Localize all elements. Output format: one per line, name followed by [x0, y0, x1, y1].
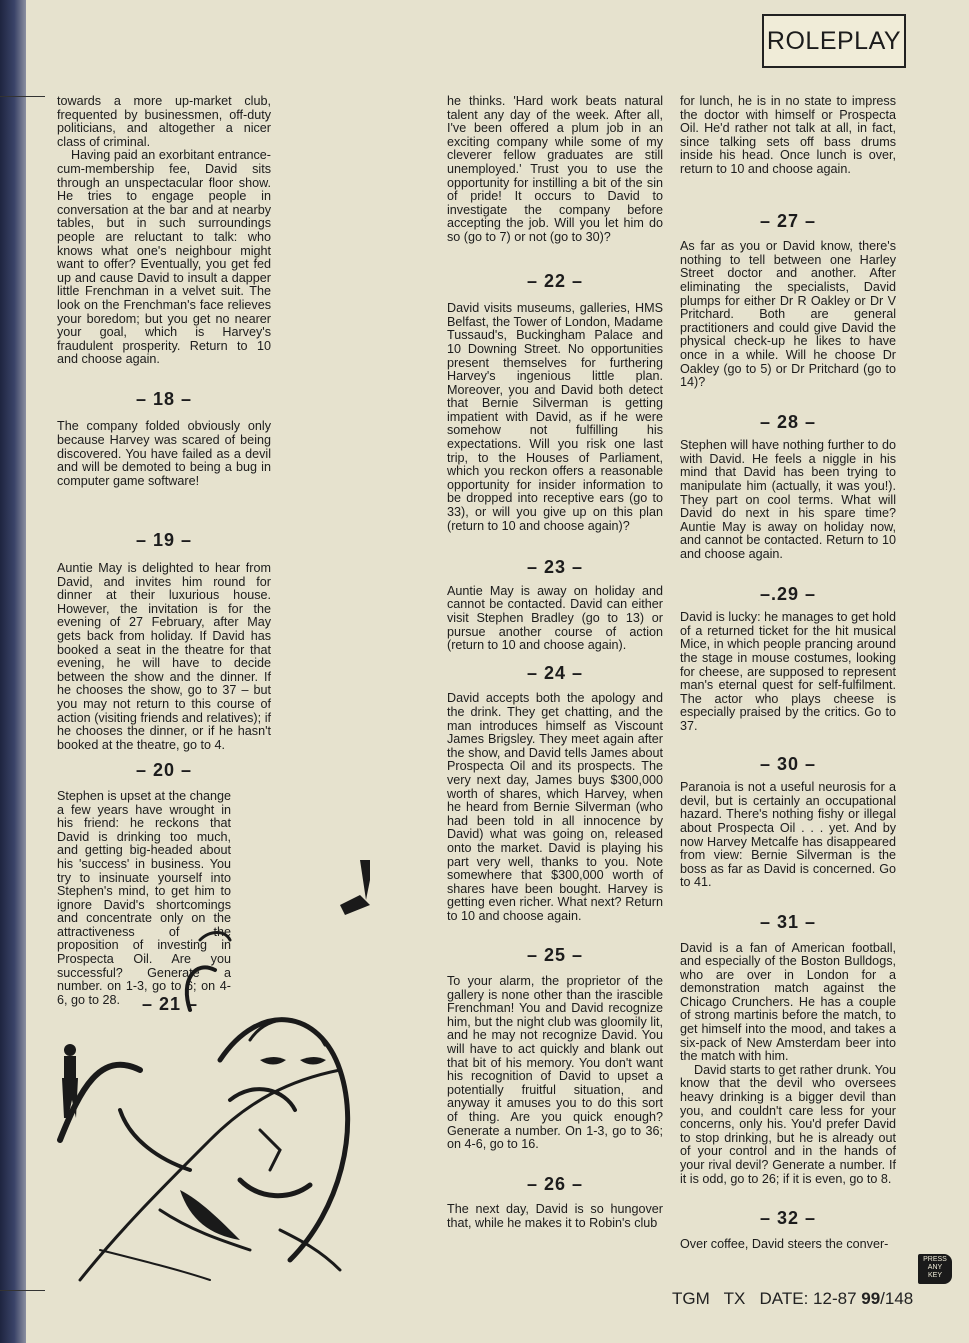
- section-18-text: The company folded obviously only because Harvey was scared of being discovered. You have failed as a devil and will be demoted to being a bug in computer game software!: [57, 419, 271, 488]
- magazine-spine: [0, 0, 26, 1343]
- section-19-text: Auntie May is delighted to hear from David, and invites him round for dinner at their luxurious house. However, the invitation is for the evening of 27 February, after May gets back from holiday. If David has booked a seat in the theatre for that evening, he will have to decide between the show and the dinner. If he chooses the show, go to 37 – but you may not return to this course of action (visiting friends and relatives); if he chooses the dinner, or if he hasn't booked at the theatre, go to 4.: [57, 561, 271, 752]
- section-32-text: Over coffee, David steers the conver-: [680, 1236, 889, 1251]
- paragraph: he thinks. 'Hard work beats natural talent any day of the week. After all, I've been offered a plum job in an exciting company while some of my cleverer fellow graduates are still unemployed.' Trust you to use the opportunity for instilling a bit of the sin of pride! It occurs to David to investigate the company before accepting the job. Will you let him do so (go to 7) or not (go to 30)?: [447, 94, 663, 244]
- section-header-label: ROLEPLAY: [766, 26, 902, 55]
- section-heading-25: – 25 –: [526, 945, 584, 966]
- section-heading-26: – 26 –: [526, 1173, 584, 1194]
- section-20-text: Stephen is upset at the change a few years have wrought in his friend: he reckons that David is drinking too much, and getting big-headed about his 'success' in business. You try to insinuate yourself into Stephen's mind, to get him to ignore David's shortcomings and concentrate only on the attractiveness of the proposition of investing in Prospecta Oil. Are you successful? Generate a number. on 1-3, go to 6; on 4-6, go to 28.: [57, 788, 231, 1007]
- paragraph: towards a more up-market club, frequented by businessmen, off-duty politicians, and altogether a nicer class of criminal.: [57, 94, 271, 149]
- section-23-text: Auntie May is away on holiday and cannot be contacted. David can either visit Stephen Bradley (go to 13) or pursue another course of action (return to 10 and choose again).: [447, 583, 663, 653]
- paragraph: Having paid an exorbitant entrance-cum-membership fee, David sits through an unspectacular floor show. He tries to engage people in conversation at the bar and at nearby tables, but in such surroundings people are reluctant to talk: who knows what one's neighbour might want to offer? Eventually, you get fed up and cause David to insult a dapper little Frenchman in a velvet suit. The look on the Frenchman's face relieves your boredom; but you get no nearer your goal, which is Harvey's fraudulent prosperity. Return to 10 and choose again.: [57, 148, 271, 367]
- footer-suffix: /148: [880, 1289, 914, 1308]
- section-heading-24: – 24 –: [526, 662, 584, 683]
- press-label: PRESS: [923, 1256, 947, 1263]
- section-heading-22: – 22 –: [526, 270, 584, 291]
- margin-rule-top: [0, 96, 45, 97]
- press-any-key-badge: [918, 1254, 952, 1284]
- page-footer: [672, 1289, 913, 1309]
- section-31-text: David is a fan of American football, and especially of the Boston Bulldogs, who are over in London for a demonstration match against the Chicago Crunchers. He has a couple of strong martinis before the match, to get himself into the mood, and takes a six-pack of New Amsterdam beer into the match with him.: [680, 940, 896, 1064]
- margin-rule-bottom: [0, 1290, 45, 1291]
- section-26-text: The next day, David is so hungover that, while he makes it to Robin's club: [447, 1202, 663, 1230]
- devil-illustration: [40, 810, 370, 1290]
- section-heading-21: – 21 –: [141, 994, 199, 1014]
- section-heading-28: – 28 –: [759, 411, 817, 432]
- section-heading-20: – 20 –: [135, 760, 193, 781]
- column-3: [680, 95, 896, 1251]
- key-label: KEY: [927, 1272, 942, 1279]
- section-heading-23: – 23 –: [526, 557, 584, 578]
- section-24-text: David accepts both the apology and the drink. They get chatting, and the man introduces himself as Viscount James Brigsley. They meet again after the show, and David tells James about Prospecta Oil and its prospects. The very next day, James buys $300,000 worth of shares, which Harvey, when he heard from Bernie Silverman (who had been told in all innocence by David) what was going on, released onto the market. David is playing his part very well, thanks to you. Note somewhere that $300,000 worth of shares have been bought. Harvey is getting even richer. What next? Return to 10 and choose again.: [447, 691, 663, 923]
- section-31-text-2: David starts to get rather drunk. You know that the devil who oversees heavy drinking is a bigger devil than you, and couldn't care less for your concerns, only his. You'd prefer David to stop drinking, but he is already out of your control and in the hands of your rival devil? Generate a number. If it is odd, go to 26; if it is even, go to 8.: [680, 1062, 896, 1186]
- section-30-text: Paranoia is not a useful neurosis for a devil, but is certainly an occupational hazard. There's nothing fishy or illegal about Prospecta Oil . . . yet. And by now Harvey Metcalfe has disappeared from view: Bernie Silverman is the boss as far as David is concerned. Go to 41.: [680, 780, 896, 890]
- section-heading-31: – 31 –: [759, 911, 817, 932]
- section-heading-27: – 27 –: [759, 210, 817, 231]
- section-22-text: David visits museums, galleries, HMS Belfast, the Tower of London, Madame Tussaud's, Buckingham Palace and 10 Downing Street. No opportunities present themselves for furthering Harvey's ingenious little plan. Moreover, you and David both detect that Bernie Silverman is getting impatient with David, as if he were somehow not fulfilling his expectations. Will you risk one last trip, to the Houses of Parliament, which you reckon offers a reasonable opportunity for insider information to be dropped into receptive ears (go to 33), or will you give up on this plan (return to 10 and choose again)?: [447, 301, 663, 533]
- section-25-text: To your alarm, the proprietor of the gallery is none other than the irascible Frenchman! You and David recognize him, but the night club was gloomily lit, and he may not recognize David. You will have to act quickly and blank out that bit of his memory. You don't want his recognition of David to upset a potentially fruitful situation, and anyway it amuses you to do this sort of thing. Are you quick enough? Generate a number. On 1-3, go to 36; on 4-6, go to 16.: [447, 974, 663, 1152]
- section-heading-18: – 18 –: [135, 388, 193, 409]
- section-heading-19: – 19 –: [135, 530, 193, 551]
- any-label: ANY: [927, 1264, 943, 1271]
- section-heading-29: –.29 –: [759, 583, 817, 604]
- footer-page-number: 99: [861, 1289, 881, 1308]
- section-28-text: Stephen will have nothing further to do with David. He feels a niggle in his mind that David has been trying to manipulate him (actually, it was you!). They part on cool terms. What will David do next in his spare time? Auntie May is away on holiday now, and cannot be contacted. Return to 10 and choose again.: [680, 438, 896, 562]
- column-2: [447, 95, 663, 1231]
- section-29-text: David is lucky: he manages to get hold of a returned ticket for the hit musical Mice, in which people prancing around the stage in mouse costumes, looking for cheese, are supposed to represent man's eternal quest for self-fulfilment. The actor who plays cheese is especially praised by the critics. Go to 37.: [680, 610, 896, 733]
- section-27-text: As far as you or David know, there's nothing to tell between one Harley Street doctor and another. After eliminating the specialists, David plumps for either Dr R Oakley or Dr V Pritchard. Both are general practitioners and could give David the physical check-up he likes to have once in a while. Will he choose Dr Oakley (go to 5) or Dr Pritchard (go to 14)?: [680, 239, 896, 390]
- paragraph: for lunch, he is in no state to impress the doctor with himself or Prospecta Oil. He'd rather not talk at all, in fact, since talking sets off bass drums inside his head. Once lunch is over, return to 10 and choose again.: [680, 94, 896, 176]
- footer-prefix: TGM TX DATE: 12-87: [672, 1289, 862, 1308]
- section-heading-32: – 32 –: [759, 1208, 817, 1229]
- section-heading-30: – 30 –: [759, 753, 817, 774]
- section-header-box: [762, 14, 906, 68]
